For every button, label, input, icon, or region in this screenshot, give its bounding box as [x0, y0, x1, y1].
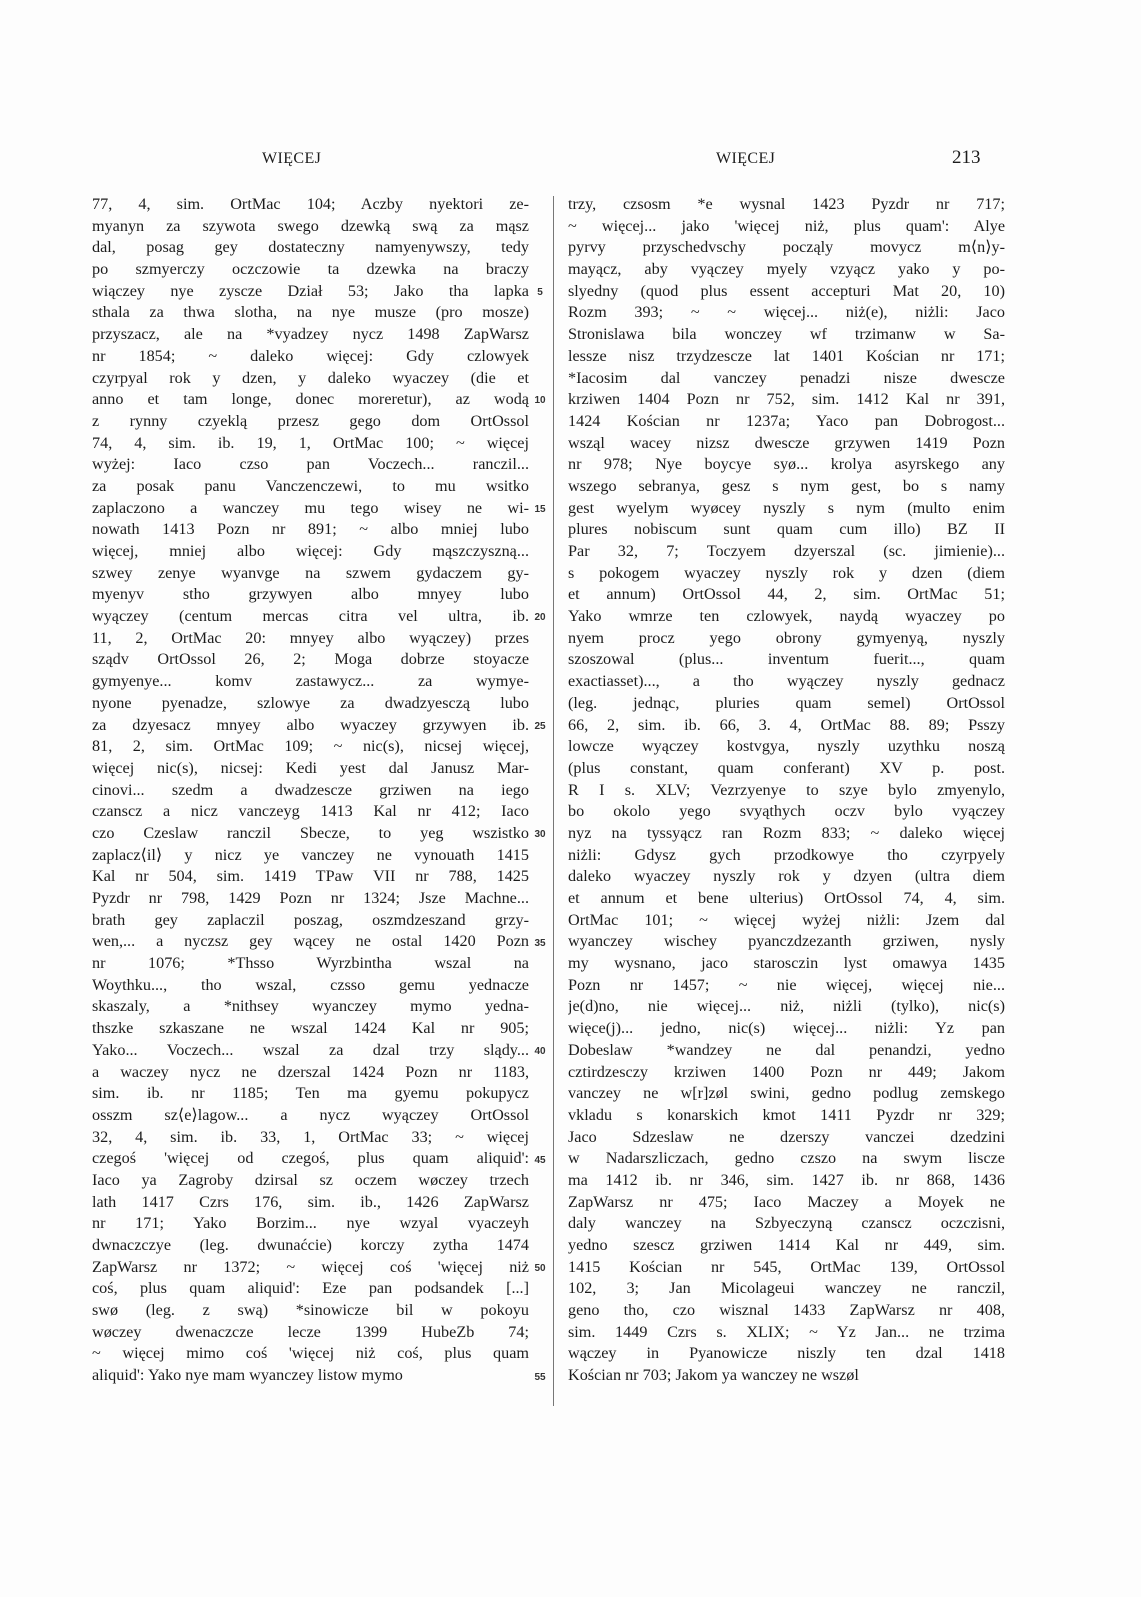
text-line: my wysnano, jaco starosczin lyst omawya 1435 [568, 954, 1005, 973]
text-line: bo okolo yego svyąthych oczv bylo vyączey [568, 802, 1005, 821]
text-line: je(d)no, nie więcej... niż, niżli (tylko), nic(s) [568, 997, 1005, 1016]
text-line: sządv OrtOssol 26, 2; Moga dobrze stoyacze [92, 650, 529, 669]
text-line: szoszowal (plus... inventum fuerit..., quam [568, 650, 1005, 669]
text-line: Kościan nr 703; Jakom ya wanczey ne wszøl [568, 1366, 859, 1385]
text-line: Iaco ya Zagroby dzirsal sz oczem wøczey trzech [92, 1170, 529, 1189]
text-line: ZapWarsz nr 1372; ~ więcej coś 'więcej niż [92, 1257, 529, 1276]
text-line: krziwen 1404 Pozn nr 752, sim. 1412 Kal nr 391, [568, 390, 1005, 409]
text-line: 11, 2, OrtMac 20: mnyey albo wyączey) przes [92, 628, 529, 647]
text-line: aliquid': Yako nye mam wyanczey listow mymo [92, 1366, 403, 1385]
text-line: Pyzdr nr 798, 1429 Pozn nr 1324; Jsze Machne... [92, 889, 529, 907]
text-line: (plus constant, quam conferant) XV p. post. [568, 758, 1005, 777]
text-line: lath 1417 Czrs 176, sim. ib., 1426 ZapWarsz [92, 1192, 529, 1211]
text-line: Woythku..., tho wszal, czsso gemu yednacze [92, 975, 529, 994]
text-line: wøczey dwenaczcze lecze 1399 HubeZb 74; [92, 1322, 529, 1341]
text-line: niżli: Gdysz gych przodkowye tho czyrpyely [568, 845, 1005, 864]
text-line: więcej nic(s), nicsej: Kedi yest dal Janusz Mar- [92, 758, 529, 777]
text-line: wen,... a nyczsz gey wącey ne ostal 1420 Pozn [92, 932, 529, 951]
text-line: daly wanczey na Szbyeczyną czanscz oczczisni, [568, 1214, 1005, 1233]
text-line: 32, 4, sim. ib. 33, 1, OrtMac 33; ~ więcej [92, 1127, 529, 1146]
text-line: 77, 4, sim. OrtMac 104; Aczby nyektori ze- [92, 195, 529, 213]
text-line: po szmyerczy oczczowie ta dzewka na braczy [92, 260, 529, 279]
left-running-headword: WIĘCEJ [262, 150, 322, 167]
text-line: wyanczey wischey pyanczdzezanth grziwen, nysly [568, 932, 1005, 951]
text-line: 102, 3; Jan Micolageui wanczey ne ranczil, [568, 1279, 1005, 1298]
text-line: więcej, mniej albo więcej: Gdy mąszczyszną... [92, 542, 529, 560]
text-line: sthala za thwa slotha, na nye musze (pro mosze) [92, 303, 529, 322]
text-line: *Iacosim dal vanczey penadzi nisze dwescze [568, 368, 1005, 387]
text-line: swø (leg. z swą) *sinowicze bil w pokoyu [92, 1301, 529, 1320]
text-line: daleko wyaczey nyszly rok y dzyen (ultra diem [568, 867, 1005, 886]
text-line: gest wyelym wyøcey nyszly s nym (multo enim [568, 498, 1005, 517]
text-line: 81, 2, sim. OrtMac 109; ~ nic(s), nicsej więcej, [92, 737, 529, 756]
text-line: Jaco Sdzeslaw ne dzerszy vanczei dzedzini [568, 1127, 1005, 1146]
text-line: Dobeslaw *wandzey ne dal penandzi, yedno [568, 1040, 1005, 1059]
text-line: 74, 4, sim. ib. 19, 1, OrtMac 100; ~ więcej [92, 433, 529, 452]
text-line: nyem procz yego obrony gymyenyą, nyszly [568, 628, 1005, 647]
text-line: wyączey (centum mercas citra vel ultra, ib. [92, 607, 529, 626]
text-line: Rozm 393; ~ ~ więcej... niż(e), niżli: Jaco [568, 303, 1005, 322]
text-line: plures nobiscum sunt quam cum illo) BZ II [568, 520, 1005, 539]
text-line: trzy, czsosm *e wysnal 1423 Pyzdr nr 717; [568, 195, 1005, 213]
line-number: 40 [534, 1046, 546, 1058]
text-line: sim. ib. nr 1185; Ten ma gyemu pokupycz [92, 1084, 529, 1103]
text-line: więce(j)... jedno, nic(s) więcej... niżli: Yz pan [568, 1019, 1005, 1038]
text-line: coś, plus quam aliquid': Eze pan podsandek [...] [92, 1279, 529, 1298]
page-header [0, 147, 1141, 175]
text-line: wiączey nye zyscze Dział 53; Jako tha lapka [92, 281, 529, 300]
text-line: nyone pyenadze, szlowye za dwadzyesczą lubo [92, 693, 529, 712]
text-line: ZapWarsz nr 475; Iaco Maczey a Moyek ne [568, 1192, 1005, 1211]
line-number: 50 [534, 1263, 546, 1275]
text-line: Kal nr 504, sim. 1419 TPaw VII nr 788, 1425 [92, 867, 529, 886]
line-number: 25 [534, 720, 546, 732]
text-line: nyz na tyssyącz ran Rozm 833; ~ daleko więcej [568, 823, 1005, 842]
text-line: Stronislawa bila wonczey wf trzimanw w Sa- [568, 325, 1005, 344]
right-running-headword: WIĘCEJ [716, 150, 776, 167]
text-line: R I s. XLV; Vezrzyenye to szye bylo zmyenylo, [568, 780, 1005, 799]
line-number: 35 [534, 937, 546, 949]
line-number: 30 [534, 829, 546, 841]
text-line: et annum) OrtOssol 44, 2, sim. OrtMac 51; [568, 585, 1005, 604]
text-line: wszego sebranya, gesz s nym gest, bo s namy [568, 476, 1005, 495]
text-line: gymyenye... komv zastawycz... za wymye- [92, 672, 529, 691]
text-line: w Nadarszliczach, gedno czszo na swym liscze [568, 1149, 1005, 1168]
text-line: Yako... Voczech... wszal za dzal trzy slądy... [92, 1040, 529, 1059]
text-line: czanscz a nicz vanczeyg 1413 Kal nr 412; Iaco [92, 802, 529, 821]
text-line: Yako wmrze ten czlowyek, naydą wyaczey po [568, 607, 1005, 626]
line-number: 10 [534, 395, 546, 407]
text-line: vkladu s konarskich kmot 1411 Pyzdr nr 329; [568, 1105, 1005, 1124]
text-line: wączey in Pyanowicze niszly ten dzal 1418 [568, 1344, 1005, 1363]
text-line: czegoś 'więcej od czegoś, plus quam aliquid': [92, 1149, 529, 1168]
text-line: 66, 2, sim. ib. 66, 3. 4, OrtMac 88. 89; Psszy [568, 715, 1005, 734]
left-text-column [92, 194, 529, 1387]
text-line: Pozn nr 1457; ~ nie więcej, więcej nie... [568, 975, 1005, 994]
text-line: exactiasset)..., a tho wyączey nyszly gednacz [568, 672, 1005, 691]
text-line: sim. 1449 Czrs s. XLIX; ~ Yz Jan... ne trzima [568, 1322, 1005, 1341]
text-line: Par 32, 7; Toczyem dzyerszal (sc. jimienie)... [568, 542, 1005, 560]
line-number: 5 [537, 286, 543, 298]
page-number: 213 [952, 147, 981, 168]
text-line: s pokogem wyaczey nyszly rok y dzen (diem [568, 563, 1005, 582]
text-line: wsząl wacey nizsz dwescze grzywen 1419 Pozn [568, 433, 1005, 452]
text-line: brath gey zaplaczil poszag, oszmdzeszand grzy- [92, 910, 529, 929]
text-line: myenyv stho grzywyen albo mnyey lubo [92, 585, 529, 604]
text-line: pyrvy przyschedvschy począly movycz m⟨n⟩y- [568, 238, 1005, 257]
line-number: 20 [534, 612, 546, 624]
text-line: et annum et bene ulterius) OrtOssol 74, 4, sim. [568, 889, 1005, 907]
text-line: dwnaczczye (leg. dwunaćcie) korczy zytha 1474 [92, 1236, 529, 1254]
text-line: ma 1412 ib. nr 346, sim. 1427 ib. nr 868, 1436 [568, 1170, 1005, 1189]
column-divider [553, 196, 554, 1406]
text-line: czo Czeslaw ranczil Sbecze, to yeg wszistko [92, 823, 529, 842]
text-line: zaplaczono a wanczey mu tego wisey ne wi- [92, 498, 529, 517]
text-line: nr 1854; ~ daleko więcej: Gdy czlowyek [92, 346, 529, 365]
line-number: 45 [534, 1154, 546, 1166]
text-line: szwey zenye wyanvge na szwem gydaczem gy- [92, 563, 529, 582]
text-line: (leg. jednąc, pluries quam semel) OrtOssol [568, 693, 1005, 712]
right-text-column [568, 194, 1005, 1387]
text-line: ~ więcej... jako 'więcej niż, plus quam': Alye [568, 216, 1005, 235]
line-number: 55 [534, 1371, 546, 1383]
text-line: z rynny czyeklą przesz gego dom OrtOssol [92, 411, 529, 430]
text-line: 1424 Kościan nr 1237a; Yaco pan Dobrogost... [568, 411, 1005, 430]
text-line: nr 978; Nye boycye syø... krolya asyrskego any [568, 455, 1005, 474]
text-line: lowcze wyączey kostvgya, nyszly uzythku noszą [568, 737, 1005, 756]
text-line: 1415 Kościan nr 545, OrtMac 139, OrtOssol [568, 1257, 1005, 1276]
text-line: przyszacz, ale na *vyadzey nycz 1498 ZapWarsz [92, 325, 529, 344]
text-line: osszm sz⟨e⟩lagow... a nycz wyączey OrtOssol [92, 1105, 529, 1124]
line-number: 15 [534, 503, 546, 515]
text-line: a waczey nycz ne dzerszal 1424 Pozn nr 1183, [92, 1062, 529, 1081]
text-line: nr 171; Yako Borzim... nye wzyal vyaczeyh [92, 1214, 529, 1233]
text-line: ~ więcej mimo coś 'więcej niż coś, plus quam [92, 1344, 529, 1363]
text-line: yedno szescz grziwen 1414 Kal nr 449, sim. [568, 1236, 1005, 1254]
text-line: nowath 1413 Pozn nr 891; ~ albo mniej lubo [92, 520, 529, 539]
text-line: zaplacz⟨il⟩ y nicz ye vanczey ne vynouath 1415 [92, 845, 529, 864]
text-line: za dzyesacz mnyey albo wyaczey grzywyen ib. [92, 715, 529, 734]
text-line: OrtMac 101; ~ więcej wyżej niżli: Jzem dal [568, 910, 1005, 929]
text-line: cztirdzesczy krziwen 1400 Pozn nr 449; Jakom [568, 1062, 1005, 1081]
text-line: lessze nisz trzydzescze lat 1401 Kościan nr 171; [568, 346, 1005, 365]
text-line: thszke szkaszane ne wszal 1424 Kal nr 905; [92, 1019, 529, 1038]
text-line: czyrpyal rok y dzen, y daleko wyaczey (die et [92, 368, 529, 387]
text-line: wyżej: Iaco czso pan Voczech... ranczil... [92, 455, 529, 474]
text-line: za posak panu Vanczenczewi, to mu wsitko [92, 476, 529, 495]
text-line: myanyn za szywota swego dzewką swą za mąsz [92, 216, 529, 235]
text-line: slyedny (quod plus essent accepturi Mat 20, 10) [568, 281, 1005, 300]
text-line: mayącz, aby vyączey myely vzyącz yako y po- [568, 260, 1005, 279]
text-line: geno tho, czo wisznal 1433 ZapWarsz nr 408, [568, 1301, 1005, 1320]
text-line: vanczey ne w[r]zøl swini, gedno podlug zemskego [568, 1084, 1005, 1103]
text-line: dal, posag gey dostateczny namyenywszy, tedy [92, 238, 529, 257]
text-line: cinovi... szedm a dwadzescze grziwen na iego [92, 780, 529, 799]
text-line: nr 1076; *Thsso Wyrzbintha wszal na [92, 954, 529, 973]
text-line: skaszaly, a *nithsey wyanczey mymo yedna- [92, 997, 529, 1016]
text-line: anno et tam longe, donec moreretur), az wodą [92, 390, 529, 409]
